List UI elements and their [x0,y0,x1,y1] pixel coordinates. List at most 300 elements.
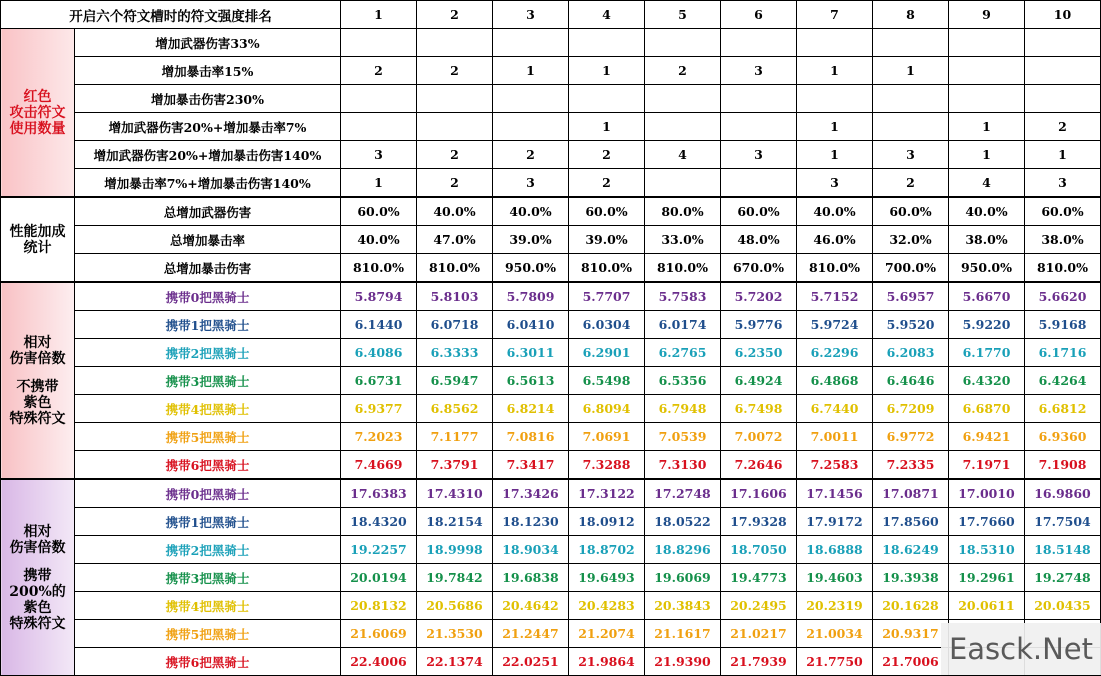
group-label-line: 特殊符文 [9,615,66,632]
value-cell: 5.9724 [797,311,873,339]
value-cell: 6.7209 [873,395,949,423]
value-cell: 39.0% [493,226,569,254]
value-cell: 18.6249 [873,536,949,564]
group-label-line: 使用数量 [9,120,66,137]
group-label-line: 特殊符文 [9,410,66,427]
row-label: 携带2把黑骑士 [75,536,341,564]
value-cell: 22.0251 [493,648,569,676]
value-cell: 5.7809 [493,282,569,311]
value-cell: 60.0% [873,197,949,226]
row-label: 携带1把黑骑士 [75,508,341,536]
value-cell: 17.1456 [797,479,873,508]
value-cell: 18.8702 [569,536,645,564]
value-cell: 17.1606 [721,479,797,508]
rank-header: 4 [569,1,645,29]
value-cell [493,29,569,57]
value-cell: 40.0% [949,197,1025,226]
value-cell: 810.0% [797,254,873,283]
table-row [1,508,1101,536]
value-cell: 38.0% [1025,226,1101,254]
value-cell [417,113,493,141]
value-cell: 810.0% [417,254,493,283]
table-row [1,564,1101,592]
value-cell: 1 [569,113,645,141]
value-cell [645,29,721,57]
value-cell: 22.1374 [417,648,493,676]
value-cell: 18.8296 [645,536,721,564]
value-cell: 3 [1025,169,1101,198]
value-cell: 6.2296 [797,339,873,367]
group-label-line: 200%的 [9,583,66,600]
red-rune-count-group [1,29,75,198]
table-row [1,169,1101,198]
table-row [1,395,1101,423]
value-cell: 5.8794 [341,282,417,311]
value-cell: 6.9421 [949,423,1025,451]
value-cell: 18.9998 [417,536,493,564]
value-cell: 38.0% [949,226,1025,254]
value-cell: 19.2961 [949,564,1025,592]
value-cell: 18.2154 [417,508,493,536]
value-cell: 20.4642 [493,592,569,620]
value-cell: 18.4320 [341,508,417,536]
value-cell [1025,29,1101,57]
no-purple-rune-group [1,282,75,479]
row-label: 携带4把黑骑士 [75,395,341,423]
value-cell: 17.0010 [949,479,1025,508]
value-cell: 18.7050 [721,536,797,564]
value-cell: 21.1617 [645,620,721,648]
value-cell: 7.0011 [797,423,873,451]
value-cell: 20.0611 [949,592,1025,620]
value-cell: 5.6670 [949,282,1025,311]
value-cell: 6.1440 [341,311,417,339]
value-cell: 19.4603 [797,564,873,592]
value-cell [949,85,1025,113]
value-cell: 7.3288 [569,451,645,480]
value-cell [417,29,493,57]
table-row [1,226,1101,254]
value-cell: 18.0522 [645,508,721,536]
table-row [1,197,1101,226]
group-label-line: 携带 [23,567,52,584]
value-cell: 2 [493,141,569,169]
value-cell [797,29,873,57]
value-cell: 18.9034 [493,536,569,564]
value-cell: 20.4283 [569,592,645,620]
value-cell: 46.0% [797,226,873,254]
value-cell: 33.0% [645,226,721,254]
value-cell: 21.7939 [721,648,797,676]
value-cell: 5.7707 [569,282,645,311]
row-label: 总增加暴击率 [75,226,341,254]
value-cell [721,29,797,57]
value-cell: 6.8094 [569,395,645,423]
value-cell: 21.3530 [417,620,493,648]
value-cell [873,113,949,141]
value-cell [341,85,417,113]
value-cell: 1 [493,57,569,85]
value-cell [721,169,797,198]
value-cell: 40.0% [341,226,417,254]
value-cell: 6.1770 [949,339,1025,367]
row-label: 增加暴击率15% [75,57,341,85]
group-label-line: 伤害倍数 [9,350,66,367]
rank-header: 1 [341,1,417,29]
value-cell: 6.5356 [645,367,721,395]
value-cell: 17.3122 [569,479,645,508]
value-cell: 6.5613 [493,367,569,395]
group-label-line: 相对 [23,523,52,540]
value-cell: 21.2447 [493,620,569,648]
value-cell: 5.6957 [873,282,949,311]
value-cell: 6.4646 [873,367,949,395]
value-cell [645,85,721,113]
row-label: 增加武器伤害20%+增加暴击率7% [75,113,341,141]
value-cell: 2 [417,57,493,85]
group-label-line: 紫色 [23,599,52,616]
value-cell: 20.2319 [797,592,873,620]
value-cell: 21.0034 [797,620,873,648]
value-cell: 40.0% [417,197,493,226]
value-cell: 2 [1025,113,1101,141]
value-cell: 6.2083 [873,339,949,367]
value-cell: 6.4320 [949,367,1025,395]
value-cell: 5.7202 [721,282,797,311]
value-cell: 950.0% [493,254,569,283]
value-cell: 21.6069 [341,620,417,648]
value-cell: 18.5310 [949,536,1025,564]
value-cell: 6.6731 [341,367,417,395]
value-cell: 17.3426 [493,479,569,508]
table-row [1,620,1101,648]
value-cell: 2 [341,57,417,85]
value-cell [873,85,949,113]
header-row [1,1,1101,29]
value-cell: 20.9317 [873,620,949,648]
value-cell: 6.9772 [873,423,949,451]
table-row [1,141,1101,169]
value-cell: 6.3011 [493,339,569,367]
row-label: 总增加武器伤害 [75,197,341,226]
value-cell [873,29,949,57]
value-cell: 18.5148 [1025,536,1101,564]
value-cell [493,85,569,113]
value-cell: 22.4006 [341,648,417,676]
value-cell: 21.0217 [721,620,797,648]
value-cell: 7.0539 [645,423,721,451]
value-cell: 80.0% [645,197,721,226]
value-cell: 700.0% [873,254,949,283]
row-label: 携带0把黑骑士 [75,282,341,311]
value-cell: 47.0% [417,226,493,254]
value-cell: 18.6888 [797,536,873,564]
row-label: 携带4把黑骑士 [75,592,341,620]
value-cell: 6.0718 [417,311,493,339]
value-cell: 6.5947 [417,367,493,395]
value-cell: 6.8214 [493,395,569,423]
value-cell: 18.0912 [569,508,645,536]
value-cell: 4 [949,169,1025,198]
table-row [1,479,1101,508]
value-cell: 5.7152 [797,282,873,311]
value-cell: 19.6069 [645,564,721,592]
value-cell [341,29,417,57]
row-label: 增加暴击伤害230% [75,85,341,113]
value-cell: 19.7842 [417,564,493,592]
rank-header: 6 [721,1,797,29]
value-cell: 17.6383 [341,479,417,508]
value-cell: 20.0194 [341,564,417,592]
table-row [1,254,1101,283]
value-cell: 48.0% [721,226,797,254]
group-label-line [1,367,74,379]
value-cell: 6.0304 [569,311,645,339]
value-cell: 17.8560 [873,508,949,536]
rank-header: 5 [645,1,721,29]
value-cell: 32.0% [873,226,949,254]
group-label-line: 红色 [23,88,52,105]
value-cell [949,57,1025,85]
table-row [1,648,1101,676]
value-cell: 810.0% [569,254,645,283]
value-cell [341,113,417,141]
rank-header: 10 [1025,1,1101,29]
value-cell: 6.4924 [721,367,797,395]
performance-stats-group [1,197,75,282]
value-cell: 1 [797,141,873,169]
value-cell: 17.0871 [873,479,949,508]
row-label: 携带6把黑骑士 [75,451,341,480]
table-row [1,282,1101,311]
value-cell [1025,57,1101,85]
row-label: 携带2把黑骑士 [75,339,341,367]
value-cell: 20.5686 [417,592,493,620]
row-label: 携带5把黑骑士 [75,423,341,451]
value-cell: 7.0691 [569,423,645,451]
value-cell: 17.4310 [417,479,493,508]
value-cell: 5.7583 [645,282,721,311]
row-label: 增加暴击率7%+增加暴击伤害140% [75,169,341,198]
value-cell: 1 [797,113,873,141]
value-cell: 7.1177 [417,423,493,451]
value-cell: 2 [569,169,645,198]
group-label-line [1,556,74,568]
value-cell [493,113,569,141]
value-cell: 6.4868 [797,367,873,395]
watermark: Easck.Net [941,623,1101,675]
value-cell: 19.2748 [1025,564,1101,592]
value-cell: 21.9864 [569,648,645,676]
value-cell: 6.7498 [721,395,797,423]
value-cell: 17.9172 [797,508,873,536]
value-cell: 20.2495 [721,592,797,620]
value-cell: 670.0% [721,254,797,283]
value-cell: 2 [417,141,493,169]
value-cell: 810.0% [1025,254,1101,283]
value-cell: 6.0174 [645,311,721,339]
value-cell: 7.3791 [417,451,493,480]
value-cell: 2 [569,141,645,169]
value-cell: 6.3333 [417,339,493,367]
value-cell: 4 [645,141,721,169]
value-cell: 6.2901 [569,339,645,367]
row-label: 携带3把黑骑士 [75,564,341,592]
value-cell: 810.0% [645,254,721,283]
value-cell: 60.0% [721,197,797,226]
value-cell: 60.0% [1025,197,1101,226]
value-cell: 20.0435 [1025,592,1101,620]
value-cell: 19.2257 [341,536,417,564]
value-cell: 7.0816 [493,423,569,451]
table-row [1,311,1101,339]
value-cell: 6.8562 [417,395,493,423]
value-cell [797,85,873,113]
value-cell: 6.9360 [1025,423,1101,451]
value-cell: 3 [721,57,797,85]
value-cell: 7.2023 [341,423,417,451]
row-label: 总增加暴击伤害 [75,254,341,283]
value-cell: 20.3843 [645,592,721,620]
value-cell: 3 [873,141,949,169]
row-label: 携带0把黑骑士 [75,479,341,508]
group-label-line: 相对 [23,334,52,351]
value-cell: 7.3417 [493,451,569,480]
value-cell: 1 [1025,141,1101,169]
value-cell [721,85,797,113]
group-label-line: 统计 [23,239,52,256]
value-cell: 1 [341,169,417,198]
value-cell: 6.0410 [493,311,569,339]
value-cell: 810.0% [341,254,417,283]
value-cell: 6.4264 [1025,367,1101,395]
value-cell: 3 [721,141,797,169]
value-cell: 1 [949,141,1025,169]
value-cell: 6.1716 [1025,339,1101,367]
value-cell: 20.1628 [873,592,949,620]
value-cell: 17.7660 [949,508,1025,536]
table-row [1,367,1101,395]
value-cell: 6.4086 [341,339,417,367]
row-label: 增加武器伤害20%+增加暴击伤害140% [75,141,341,169]
rank-header: 8 [873,1,949,29]
value-cell: 3 [493,169,569,198]
value-cell: 1 [797,57,873,85]
row-label: 携带6把黑骑士 [75,648,341,676]
value-cell: 3 [797,169,873,198]
table-row [1,339,1101,367]
value-cell: 6.7948 [645,395,721,423]
rank-header: 7 [797,1,873,29]
value-cell: 60.0% [341,197,417,226]
value-cell [569,85,645,113]
value-cell: 7.2335 [873,451,949,480]
value-cell: 19.6838 [493,564,569,592]
value-cell: 7.1971 [949,451,1025,480]
value-cell: 7.3130 [645,451,721,480]
value-cell: 6.2765 [645,339,721,367]
value-cell [949,29,1025,57]
value-cell: 5.9220 [949,311,1025,339]
row-label: 携带5把黑骑士 [75,620,341,648]
value-cell: 5.6620 [1025,282,1101,311]
group-label-line: 伤害倍数 [9,539,66,556]
value-cell: 21.7006 [873,648,949,676]
rank-header: 9 [949,1,1025,29]
group-label-line: 紫色 [23,394,52,411]
rank-header: 2 [417,1,493,29]
table-title: 开启六个符文槽时的符文强度排名 [1,1,341,29]
value-cell: 7.2646 [721,451,797,480]
value-cell: 1 [949,113,1025,141]
value-cell: 16.9860 [1025,479,1101,508]
table-row [1,85,1101,113]
value-cell: 17.9328 [721,508,797,536]
value-cell: 2 [417,169,493,198]
value-cell: 21.7750 [797,648,873,676]
value-cell: 21.9390 [645,648,721,676]
table-row [1,57,1101,85]
value-cell: 6.5498 [569,367,645,395]
value-cell: 18.1230 [493,508,569,536]
value-cell: 19.3938 [873,564,949,592]
value-cell: 6.7440 [797,395,873,423]
value-cell: 60.0% [569,197,645,226]
value-cell: 6.6812 [1025,395,1101,423]
value-cell: 5.9776 [721,311,797,339]
value-cell: 19.4773 [721,564,797,592]
value-cell [645,113,721,141]
value-cell: 6.9377 [341,395,417,423]
group-label-line: 性能加成 [9,223,66,240]
group-label-line: 攻击符文 [9,104,66,121]
table-row [1,423,1101,451]
row-label: 携带1把黑骑士 [75,311,341,339]
value-cell: 7.0072 [721,423,797,451]
purple-rune-group [1,479,75,676]
value-cell [417,85,493,113]
row-label: 携带3把黑骑士 [75,367,341,395]
row-label: 增加武器伤害33% [75,29,341,57]
value-cell: 5.9168 [1025,311,1101,339]
value-cell: 950.0% [949,254,1025,283]
value-cell: 39.0% [569,226,645,254]
table-row [1,29,1101,57]
value-cell: 19.6493 [569,564,645,592]
value-cell: 2 [873,169,949,198]
value-cell: 5.9520 [873,311,949,339]
table-row [1,536,1101,564]
value-cell: 1 [873,57,949,85]
value-cell: 7.2583 [797,451,873,480]
value-cell: 6.6870 [949,395,1025,423]
group-label-line: 不携带 [16,378,59,395]
table-row [1,592,1101,620]
value-cell: 6.2350 [721,339,797,367]
value-cell [645,169,721,198]
value-cell: 7.1908 [1025,451,1101,480]
value-cell: 17.2748 [645,479,721,508]
value-cell: 7.4669 [341,451,417,480]
value-cell: 5.8103 [417,282,493,311]
value-cell: 2 [645,57,721,85]
value-cell: 3 [341,141,417,169]
value-cell: 20.8132 [341,592,417,620]
value-cell [721,113,797,141]
rank-header: 3 [493,1,569,29]
value-cell [569,29,645,57]
value-cell: 1 [569,57,645,85]
